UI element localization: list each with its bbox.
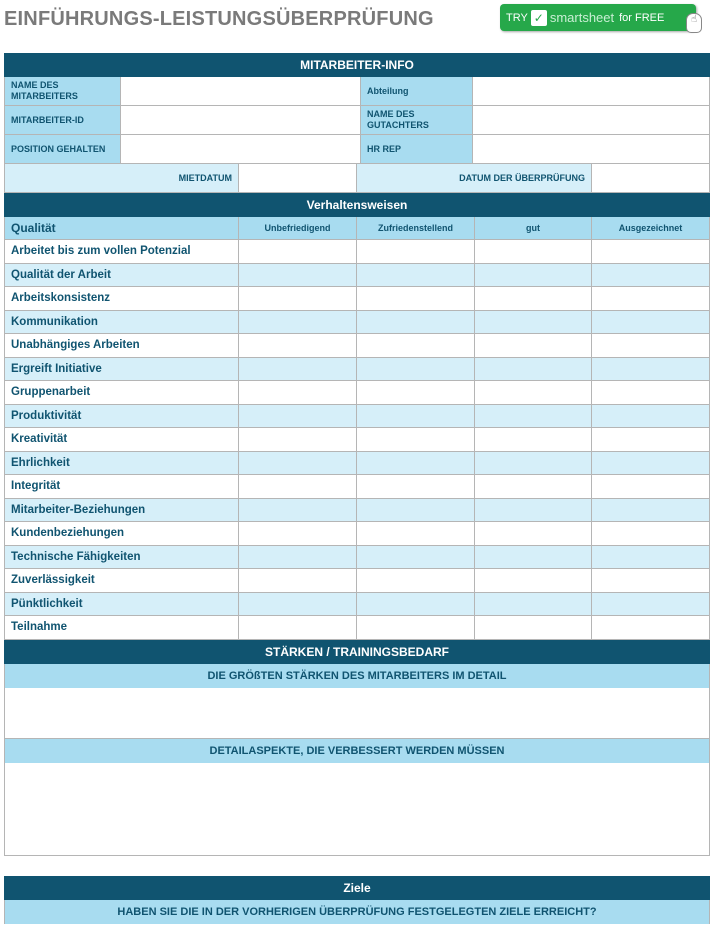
behavior-table-body — [4, 240, 710, 640]
strengths-header: STÄRKEN / TRAININGSBEDARF — [4, 640, 710, 664]
checkmark-icon: ✓ — [531, 10, 547, 26]
rating-cell-unsatisfactory[interactable] — [239, 546, 357, 570]
rating-cell-satisfactory[interactable] — [357, 593, 475, 617]
rating-cell-excellent[interactable] — [592, 616, 710, 640]
info-row — [4, 106, 710, 135]
rating-cell-unsatisfactory[interactable] — [239, 593, 357, 617]
section-spacer — [4, 856, 710, 876]
employee-id-field[interactable] — [121, 106, 361, 135]
rating-cell-good[interactable] — [475, 593, 592, 617]
rating-cell-unsatisfactory[interactable] — [239, 405, 357, 429]
goals-header: Ziele — [4, 876, 710, 900]
for-free-label: for FREE — [619, 11, 665, 24]
date-row — [4, 164, 710, 193]
rating-cell-satisfactory[interactable] — [357, 287, 475, 311]
behavior-label: Qualität der Arbeit — [4, 264, 239, 288]
table-row — [4, 405, 710, 429]
column-header-excellent: Ausgezeichnet — [592, 217, 710, 240]
rating-cell-satisfactory[interactable] — [357, 522, 475, 546]
improvements-textarea[interactable] — [4, 763, 710, 856]
table-row — [4, 428, 710, 452]
rating-cell-satisfactory[interactable] — [357, 428, 475, 452]
rating-cell-excellent[interactable] — [592, 287, 710, 311]
rating-cell-excellent[interactable] — [592, 452, 710, 476]
behavior-label: Kreativität — [4, 428, 239, 452]
rating-cell-unsatisfactory[interactable] — [239, 428, 357, 452]
employee-name-field[interactable] — [121, 77, 361, 106]
table-row — [4, 593, 710, 617]
rating-cell-satisfactory[interactable] — [357, 358, 475, 382]
rating-cell-satisfactory[interactable] — [357, 381, 475, 405]
rating-cell-unsatisfactory[interactable] — [239, 334, 357, 358]
behavior-label: Arbeitet bis zum vollen Potenzial — [4, 240, 239, 264]
rating-cell-good[interactable] — [475, 264, 592, 288]
rating-column-headers — [4, 217, 710, 240]
behavior-label: Pünktlichkeit — [4, 593, 239, 617]
table-row — [4, 240, 710, 264]
rating-cell-satisfactory[interactable] — [357, 264, 475, 288]
rating-cell-unsatisfactory[interactable] — [239, 452, 357, 476]
rating-cell-good[interactable] — [475, 405, 592, 429]
rating-cell-excellent[interactable] — [592, 240, 710, 264]
rating-cell-satisfactory[interactable] — [357, 499, 475, 523]
table-row — [4, 522, 710, 546]
behavior-label: Ehrlichkeit — [4, 452, 239, 476]
table-row — [4, 334, 710, 358]
rating-cell-good[interactable] — [475, 287, 592, 311]
rating-cell-satisfactory[interactable] — [357, 569, 475, 593]
info-row — [4, 135, 710, 164]
rating-cell-good[interactable] — [475, 358, 592, 382]
rating-cell-unsatisfactory[interactable] — [239, 522, 357, 546]
rating-cell-unsatisfactory[interactable] — [239, 358, 357, 382]
rating-cell-good[interactable] — [475, 452, 592, 476]
rating-cell-good[interactable] — [475, 522, 592, 546]
goals-question: HABEN SIE DIE IN DER VORHERIGEN ÜBERPRÜFUNG FESTGELEGTEN ZIELE ERREICHT? — [4, 900, 710, 924]
reviewer-name-label: NAME DES GUTACHTERS — [361, 106, 473, 135]
rating-cell-unsatisfactory[interactable] — [239, 264, 357, 288]
rating-cell-excellent[interactable] — [592, 593, 710, 617]
rating-cell-unsatisfactory[interactable] — [239, 311, 357, 335]
table-row — [4, 569, 710, 593]
table-row — [4, 475, 710, 499]
behaviors-header: Verhaltensweisen — [4, 193, 710, 217]
table-row — [4, 264, 710, 288]
rating-cell-excellent[interactable] — [592, 499, 710, 523]
behavior-label: Kommunikation — [4, 311, 239, 335]
column-header-quality: Qualität — [4, 217, 239, 240]
rating-cell-excellent[interactable] — [592, 475, 710, 499]
rating-cell-good[interactable] — [475, 546, 592, 570]
behavior-label: Arbeitskonsistenz — [4, 287, 239, 311]
department-label: Abteilung — [361, 77, 473, 106]
rating-cell-unsatisfactory[interactable] — [239, 475, 357, 499]
rating-cell-excellent[interactable] — [592, 405, 710, 429]
info-row — [4, 77, 710, 106]
rating-cell-excellent[interactable] — [592, 264, 710, 288]
behavior-label: Integrität — [4, 475, 239, 499]
rating-cell-satisfactory[interactable] — [357, 546, 475, 570]
rating-cell-good[interactable] — [475, 334, 592, 358]
position-field[interactable] — [121, 135, 361, 164]
rating-cell-excellent[interactable] — [592, 311, 710, 335]
review-date-field[interactable] — [592, 164, 710, 193]
table-row — [4, 499, 710, 523]
hr-rep-label: HR REP — [361, 135, 473, 164]
behavior-label: Gruppenarbeit — [4, 381, 239, 405]
column-header-satisfactory: Zufriedenstellend — [357, 217, 475, 240]
rating-cell-good[interactable] — [475, 428, 592, 452]
rating-cell-satisfactory[interactable] — [357, 616, 475, 640]
reviewer-name-field[interactable] — [473, 106, 710, 135]
review-date-label: DATUM DER ÜBERPRÜFUNG — [357, 164, 592, 193]
rating-cell-satisfactory[interactable] — [357, 475, 475, 499]
table-row — [4, 287, 710, 311]
table-row — [4, 452, 710, 476]
rating-cell-excellent[interactable] — [592, 569, 710, 593]
rating-cell-satisfactory[interactable] — [357, 334, 475, 358]
try-label: TRY — [506, 11, 528, 24]
hand-pointer-icon: ☝ — [686, 13, 702, 33]
smartsheet-logo: smartsheet — [549, 10, 615, 25]
employee-id-label: MITARBEITER-ID — [4, 106, 121, 135]
department-field[interactable] — [473, 77, 710, 106]
rating-cell-good[interactable] — [475, 381, 592, 405]
rating-cell-satisfactory[interactable] — [357, 240, 475, 264]
rating-cell-good[interactable] — [475, 499, 592, 523]
rating-cell-unsatisfactory[interactable] — [239, 240, 357, 264]
rating-cell-satisfactory[interactable] — [357, 311, 475, 335]
behavior-label: Produktivität — [4, 405, 239, 429]
review-form — [4, 53, 710, 924]
table-row — [4, 616, 710, 640]
greatest-strengths-label: DIE GRÖßTEN STÄRKEN DES MITARBEITERS IM DETAIL — [4, 664, 710, 688]
rating-cell-unsatisfactory[interactable] — [239, 287, 357, 311]
rating-cell-excellent[interactable] — [592, 428, 710, 452]
position-label: POSITION GEHALTEN — [4, 135, 121, 164]
greatest-strengths-textarea[interactable] — [4, 688, 710, 739]
hire-date-field[interactable] — [239, 164, 357, 193]
page-title: EINFÜHRUNGS-LEISTUNGSÜBERPRÜFUNG — [4, 8, 434, 30]
employee-name-label: NAME DES MITARBEITERS — [4, 77, 121, 106]
table-row — [4, 546, 710, 570]
rating-cell-satisfactory[interactable] — [357, 452, 475, 476]
rating-cell-excellent[interactable] — [592, 358, 710, 382]
behavior-label: Unabhängiges Arbeiten — [4, 334, 239, 358]
rating-cell-excellent[interactable] — [592, 522, 710, 546]
table-row — [4, 381, 710, 405]
behavior-label: Technische Fähigkeiten — [4, 546, 239, 570]
rating-cell-good[interactable] — [475, 240, 592, 264]
behavior-label: Ergreift Initiative — [4, 358, 239, 382]
improvements-label: DETAILASPEKTE, DIE VERBESSERT WERDEN MÜSSEN — [4, 739, 710, 763]
rating-cell-good[interactable] — [475, 616, 592, 640]
rating-cell-unsatisfactory[interactable] — [239, 569, 357, 593]
try-smartsheet-button[interactable] — [500, 4, 696, 31]
column-header-good: gut — [475, 217, 592, 240]
rating-cell-excellent[interactable] — [592, 334, 710, 358]
rating-cell-unsatisfactory[interactable] — [239, 499, 357, 523]
behavior-label: Teilnahme — [4, 616, 239, 640]
table-row — [4, 311, 710, 335]
hr-rep-field[interactable] — [473, 135, 710, 164]
rating-cell-good[interactable] — [475, 311, 592, 335]
behavior-label: Kundenbeziehungen — [4, 522, 239, 546]
behavior-label: Mitarbeiter-Beziehungen — [4, 499, 239, 523]
column-header-unsatisfactory: Unbefriedigend — [239, 217, 357, 240]
rating-cell-excellent[interactable] — [592, 381, 710, 405]
behavior-label: Zuverlässigkeit — [4, 569, 239, 593]
rating-cell-unsatisfactory[interactable] — [239, 616, 357, 640]
hire-date-label: MIETDATUM — [4, 164, 239, 193]
rating-cell-excellent[interactable] — [592, 546, 710, 570]
rating-cell-good[interactable] — [475, 569, 592, 593]
rating-cell-unsatisfactory[interactable] — [239, 381, 357, 405]
employee-info-header: MITARBEITER-INFO — [4, 53, 710, 77]
rating-cell-good[interactable] — [475, 475, 592, 499]
rating-cell-satisfactory[interactable] — [357, 405, 475, 429]
table-row — [4, 358, 710, 382]
